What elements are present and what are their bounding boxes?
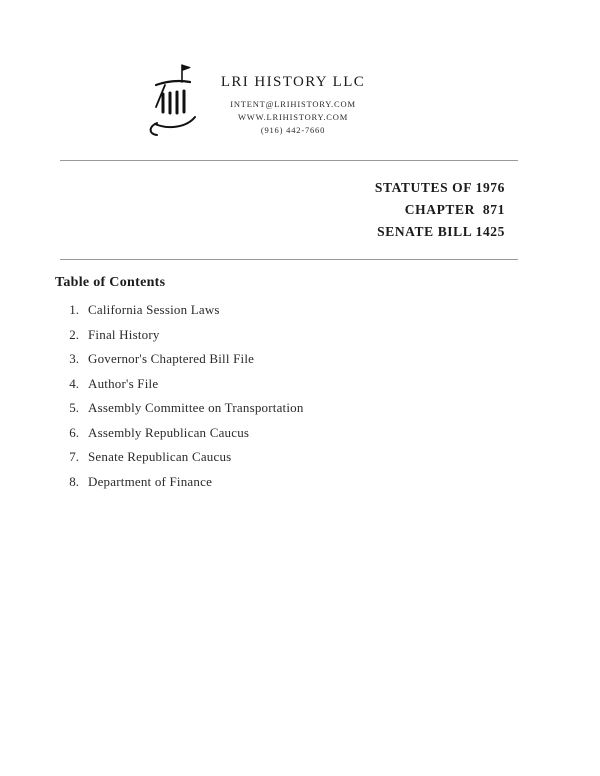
toc-item-label: Governor's Chaptered Bill File [88,351,255,366]
toc-item-label: Assembly Committee on Transportation [88,400,304,415]
toc-item-number: 8. [69,473,79,489]
toc-item-number: 1. [69,302,79,317]
toc-item-label: Final History [88,326,160,342]
toc-item-number: 7. [69,449,79,464]
toc-item-label: Department of Finance [88,473,213,489]
toc-item-label: Assembly Republican Caucus [88,424,250,440]
toc-item [55,352,475,365]
statute-reference [375,177,505,243]
toc-list [55,303,475,499]
toc-item [55,328,475,341]
capitol-sketch-icon [143,60,207,144]
company-website: WWW.LRIHISTORY.COM [237,112,349,122]
divider-bottom [60,259,518,260]
toc-item-number: 2. [69,326,79,342]
company-phone: (916) 442-7660 [260,125,326,135]
toc-title: Table of Contents [55,275,166,290]
chapter-line: CHAPTER 871 [404,202,505,217]
toc-item-number: 6. [69,424,79,440]
toc-item [55,426,475,439]
divider-top [60,160,518,161]
toc-item-label: Senate Republican Caucus [88,449,232,464]
toc-item [55,475,475,488]
toc-item [55,401,475,414]
toc-item-number: 3. [69,351,79,366]
toc-item-number: 4. [69,375,79,391]
letterhead [207,74,379,137]
toc-item [55,450,475,463]
toc-item-label: California Session Laws [88,302,220,317]
toc-item [55,303,475,316]
company-email: INTENT@LRIHISTORY.COM [230,99,356,109]
company-name: LRI HISTORY LLC [220,74,366,90]
toc-item-label: Author's File [88,375,159,391]
toc-item-number: 5. [69,400,79,415]
senate-bill-line: SENATE BILL 1425 [377,224,505,239]
toc-item [55,377,475,390]
statutes-line: STATUTES OF 1976 [374,180,505,195]
